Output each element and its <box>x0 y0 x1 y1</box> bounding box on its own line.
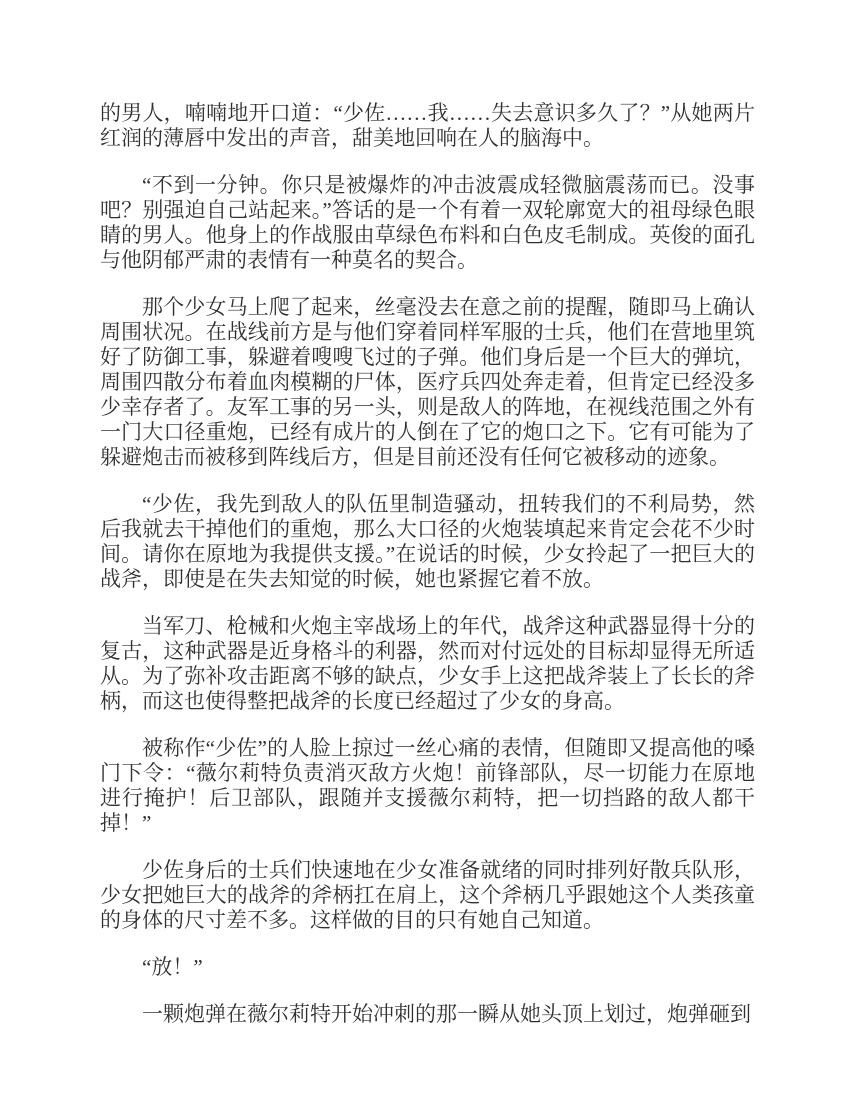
paragraph: 一颗炮弹在薇尔莉特开始冲刺的那一瞬从她头顶上划过，炮弹砸到 <box>142 1002 751 1026</box>
paragraph: “不到一分钟。你只是被爆炸的冲击波震成轻微脑震荡而已。没事吧？别强迫自己站起来。”答话的是一个有着一双轮廓宽大的祖母绿色眼睛的男人。他身上的作战服由草绿色布料和白色皮毛制成。英俊的面孔与他阴郁严肃的表情有一种莫名的契合。 <box>100 173 755 272</box>
paragraph: 的男人，喃喃地开口道：“少佐……我……失去意识多久了？”从她两片红润的薄唇中发出的声音，甜美地回响在人的脑海中。 <box>100 101 755 150</box>
paragraph: 少佐身后的士兵们快速地在少女准备就绪的同时排列好散兵队形，少女把她巨大的战斧的斧柄扛在肩上，这个斧柄几乎跟她这个人类孩童的身体的尺寸差不多。这样做的目的只有她自己知道。 <box>100 858 755 932</box>
paragraph: 当军刀、枪械和火炮主宰战场上的年代，战斧这种武器显得十分的复古，这种武器是近身格斗的利器，然而对付远处的目标却显得无所适从。为了弥补攻击距离不够的缺点，少女手上这把战斧装上了长长的斧柄，而这也使得整把战斧的长度已经超过了少女的身高。 <box>100 614 755 713</box>
paragraph: 那个少女马上爬了起来，丝毫没去在意之前的提醒，随即马上确认周围状况。在战线前方是与他们穿着同样军服的士兵，他们在营地里筑好了防御工事，躲避着嗖嗖飞过的子弹。他们身后是一个巨大的弹坑，周围四散分布着血肉模糊的尸体，医疗兵四处奔走着，但肯定已经没多少幸存者了。友军工事的另一头，则是敌人的阵地，在视线范围之外有一门大口径重炮，已经有成片的人倒在了它的炮口之下。它有可能为了躲避炮击而被移到阵线后方，但是目前还没有任何它被移动的迹象。 <box>100 295 755 469</box>
paragraph: “少佐，我先到敌人的队伍里制造骚动，扭转我们的不利局势，然后我就去干掉他们的重炮，那么大口径的火炮装填起来肯定会花不少时间。请你在原地为我提供支援。”在说话的时候，少女拎起了一把巨大的战斧，即使是在失去知觉的时候，她也紧握它着不放。 <box>100 492 755 591</box>
paragraph: 被称作“少佐”的人脸上掠过一丝心痛的表情，但随即又提高他的嗓门下令：“薇尔莉特负责消灭敌方火炮！前锋部队，尽一切能力在原地进行掩护！后卫部队，跟随并支援薇尔莉特，把一切挡路的敌人都干掉！” <box>100 736 755 835</box>
paragraph: “放！” <box>142 955 203 979</box>
text-content <box>100 101 755 1027</box>
